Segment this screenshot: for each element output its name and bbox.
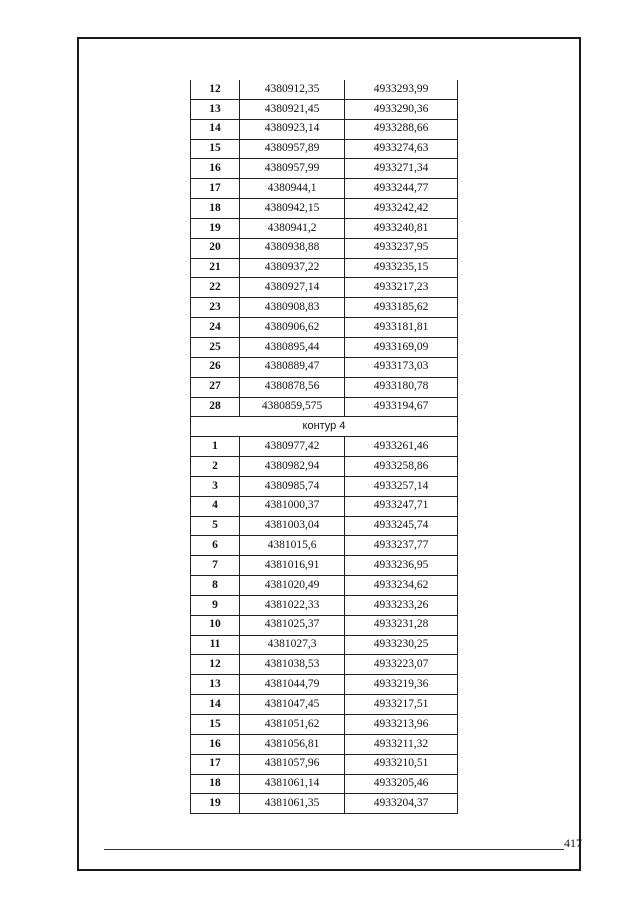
point-number-cell: 19 bbox=[191, 218, 240, 238]
point-number-cell: 13 bbox=[191, 675, 240, 695]
x-coordinate-cell: 4380927,14 bbox=[240, 278, 345, 298]
table-row bbox=[191, 476, 458, 496]
point-number-cell: 16 bbox=[191, 159, 240, 179]
point-number-cell: 14 bbox=[191, 695, 240, 715]
x-coordinate-cell: 4381051,62 bbox=[240, 715, 345, 735]
table-row bbox=[191, 318, 458, 338]
coordinates-table-body bbox=[191, 80, 458, 814]
point-number-cell: 20 bbox=[191, 238, 240, 258]
y-coordinate-cell: 4933210,51 bbox=[345, 754, 458, 774]
point-number-cell: 21 bbox=[191, 258, 240, 278]
footer-rule bbox=[104, 849, 564, 850]
table-row bbox=[191, 457, 458, 477]
x-coordinate-cell: 4380957,99 bbox=[240, 159, 345, 179]
table-row bbox=[191, 218, 458, 238]
page-number: 417 bbox=[564, 836, 582, 850]
table-row bbox=[191, 278, 458, 298]
point-number-cell: 6 bbox=[191, 536, 240, 556]
y-coordinate-cell: 4933237,77 bbox=[345, 536, 458, 556]
x-coordinate-cell: 4380912,35 bbox=[240, 80, 345, 99]
table-row bbox=[191, 556, 458, 576]
x-coordinate-cell: 4380889,47 bbox=[240, 357, 345, 377]
y-coordinate-cell: 4933223,07 bbox=[345, 655, 458, 675]
coordinates-table bbox=[190, 80, 458, 814]
y-coordinate-cell: 4933244,77 bbox=[345, 179, 458, 199]
y-coordinate-cell: 4933185,62 bbox=[345, 298, 458, 318]
x-coordinate-cell: 4380977,42 bbox=[240, 437, 345, 457]
x-coordinate-cell: 4380938,88 bbox=[240, 238, 345, 258]
table-row bbox=[191, 159, 458, 179]
table-row bbox=[191, 80, 458, 99]
point-number-cell: 9 bbox=[191, 595, 240, 615]
y-coordinate-cell: 4933288,66 bbox=[345, 119, 458, 139]
x-coordinate-cell: 4380944,1 bbox=[240, 179, 345, 199]
x-coordinate-cell: 4381044,79 bbox=[240, 675, 345, 695]
x-coordinate-cell: 4381022,33 bbox=[240, 595, 345, 615]
point-number-cell: 8 bbox=[191, 576, 240, 596]
point-number-cell: 3 bbox=[191, 476, 240, 496]
point-number-cell: 12 bbox=[191, 655, 240, 675]
y-coordinate-cell: 4933230,25 bbox=[345, 635, 458, 655]
point-number-cell: 2 bbox=[191, 457, 240, 477]
y-coordinate-cell: 4933237,95 bbox=[345, 238, 458, 258]
y-coordinate-cell: 4933234,62 bbox=[345, 576, 458, 596]
x-coordinate-cell: 4380942,15 bbox=[240, 199, 345, 219]
table-row bbox=[191, 139, 458, 159]
y-coordinate-cell: 4933274,63 bbox=[345, 139, 458, 159]
point-number-cell: 12 bbox=[191, 80, 240, 99]
y-coordinate-cell: 4933204,37 bbox=[345, 794, 458, 814]
y-coordinate-cell: 4933245,74 bbox=[345, 516, 458, 536]
point-number-cell: 25 bbox=[191, 337, 240, 357]
point-number-cell: 19 bbox=[191, 794, 240, 814]
y-coordinate-cell: 4933242,42 bbox=[345, 199, 458, 219]
y-coordinate-cell: 4933169,09 bbox=[345, 337, 458, 357]
x-coordinate-cell: 4380937,22 bbox=[240, 258, 345, 278]
point-number-cell: 5 bbox=[191, 516, 240, 536]
point-number-cell: 24 bbox=[191, 318, 240, 338]
table-row bbox=[191, 437, 458, 457]
table-row bbox=[191, 298, 458, 318]
table-row bbox=[191, 397, 458, 417]
y-coordinate-cell: 4933240,81 bbox=[345, 218, 458, 238]
y-coordinate-cell: 4933180,78 bbox=[345, 377, 458, 397]
y-coordinate-cell: 4933194,67 bbox=[345, 397, 458, 417]
table-row bbox=[191, 258, 458, 278]
x-coordinate-cell: 4381047,45 bbox=[240, 695, 345, 715]
y-coordinate-cell: 4933293,99 bbox=[345, 80, 458, 99]
y-coordinate-cell: 4933217,23 bbox=[345, 278, 458, 298]
y-coordinate-cell: 4933213,96 bbox=[345, 715, 458, 735]
y-coordinate-cell: 4933261,46 bbox=[345, 437, 458, 457]
x-coordinate-cell: 4381061,35 bbox=[240, 794, 345, 814]
y-coordinate-cell: 4933233,26 bbox=[345, 595, 458, 615]
point-number-cell: 15 bbox=[191, 139, 240, 159]
y-coordinate-cell: 4933205,46 bbox=[345, 774, 458, 794]
x-coordinate-cell: 4381025,37 bbox=[240, 615, 345, 635]
x-coordinate-cell: 4380908,83 bbox=[240, 298, 345, 318]
x-coordinate-cell: 4380982,94 bbox=[240, 457, 345, 477]
table-row bbox=[191, 615, 458, 635]
table-row bbox=[191, 199, 458, 219]
y-coordinate-cell: 4933181,81 bbox=[345, 318, 458, 338]
point-number-cell: 22 bbox=[191, 278, 240, 298]
point-number-cell: 14 bbox=[191, 119, 240, 139]
point-number-cell: 28 bbox=[191, 397, 240, 417]
table-row bbox=[191, 377, 458, 397]
table-row bbox=[191, 536, 458, 556]
table-row bbox=[191, 715, 458, 735]
table-row bbox=[191, 357, 458, 377]
y-coordinate-cell: 4933231,28 bbox=[345, 615, 458, 635]
table-row bbox=[191, 595, 458, 615]
y-coordinate-cell: 4933247,71 bbox=[345, 496, 458, 516]
y-coordinate-cell: 4933236,95 bbox=[345, 556, 458, 576]
x-coordinate-cell: 4381056,81 bbox=[240, 734, 345, 754]
x-coordinate-cell: 4380957,89 bbox=[240, 139, 345, 159]
point-number-cell: 11 bbox=[191, 635, 240, 655]
y-coordinate-cell: 4933211,32 bbox=[345, 734, 458, 754]
table-row bbox=[191, 695, 458, 715]
x-coordinate-cell: 4381027,3 bbox=[240, 635, 345, 655]
point-number-cell: 27 bbox=[191, 377, 240, 397]
x-coordinate-cell: 4381057,96 bbox=[240, 754, 345, 774]
y-coordinate-cell: 4933235,15 bbox=[345, 258, 458, 278]
x-coordinate-cell: 4381016,91 bbox=[240, 556, 345, 576]
x-coordinate-cell: 4381061,14 bbox=[240, 774, 345, 794]
point-number-cell: 10 bbox=[191, 615, 240, 635]
point-number-cell: 4 bbox=[191, 496, 240, 516]
y-coordinate-cell: 4933290,36 bbox=[345, 99, 458, 119]
table-row bbox=[191, 774, 458, 794]
table-row bbox=[191, 99, 458, 119]
table-row bbox=[191, 576, 458, 596]
point-number-cell: 13 bbox=[191, 99, 240, 119]
x-coordinate-cell: 4380921,45 bbox=[240, 99, 345, 119]
table-row bbox=[191, 794, 458, 814]
x-coordinate-cell: 4380859,575 bbox=[240, 397, 345, 417]
point-number-cell: 17 bbox=[191, 754, 240, 774]
point-number-cell: 23 bbox=[191, 298, 240, 318]
point-number-cell: 16 bbox=[191, 734, 240, 754]
table-row bbox=[191, 655, 458, 675]
contour-header-row bbox=[191, 417, 458, 437]
table-row bbox=[191, 179, 458, 199]
table-row bbox=[191, 337, 458, 357]
y-coordinate-cell: 4933173,03 bbox=[345, 357, 458, 377]
point-number-cell: 1 bbox=[191, 437, 240, 457]
y-coordinate-cell: 4933217,51 bbox=[345, 695, 458, 715]
x-coordinate-cell: 4380923,14 bbox=[240, 119, 345, 139]
table-row bbox=[191, 754, 458, 774]
point-number-cell: 26 bbox=[191, 357, 240, 377]
x-coordinate-cell: 4380906,62 bbox=[240, 318, 345, 338]
point-number-cell: 7 bbox=[191, 556, 240, 576]
y-coordinate-cell: 4933257,14 bbox=[345, 476, 458, 496]
contour-label: контур 4 bbox=[191, 417, 458, 437]
x-coordinate-cell: 4381038,53 bbox=[240, 655, 345, 675]
y-coordinate-cell: 4933271,34 bbox=[345, 159, 458, 179]
point-number-cell: 17 bbox=[191, 179, 240, 199]
x-coordinate-cell: 4381000,37 bbox=[240, 496, 345, 516]
point-number-cell: 15 bbox=[191, 715, 240, 735]
point-number-cell: 18 bbox=[191, 199, 240, 219]
y-coordinate-cell: 4933219,36 bbox=[345, 675, 458, 695]
table-row bbox=[191, 734, 458, 754]
y-coordinate-cell: 4933258,86 bbox=[345, 457, 458, 477]
table-row bbox=[191, 238, 458, 258]
table-row bbox=[191, 635, 458, 655]
x-coordinate-cell: 4381003,04 bbox=[240, 516, 345, 536]
point-number-cell: 18 bbox=[191, 774, 240, 794]
x-coordinate-cell: 4380985,74 bbox=[240, 476, 345, 496]
x-coordinate-cell: 4381015,6 bbox=[240, 536, 345, 556]
table-row bbox=[191, 675, 458, 695]
table-row bbox=[191, 496, 458, 516]
x-coordinate-cell: 4381020,49 bbox=[240, 576, 345, 596]
table-row bbox=[191, 119, 458, 139]
x-coordinate-cell: 4380878,56 bbox=[240, 377, 345, 397]
table-row bbox=[191, 516, 458, 536]
x-coordinate-cell: 4380895,44 bbox=[240, 337, 345, 357]
x-coordinate-cell: 4380941,2 bbox=[240, 218, 345, 238]
